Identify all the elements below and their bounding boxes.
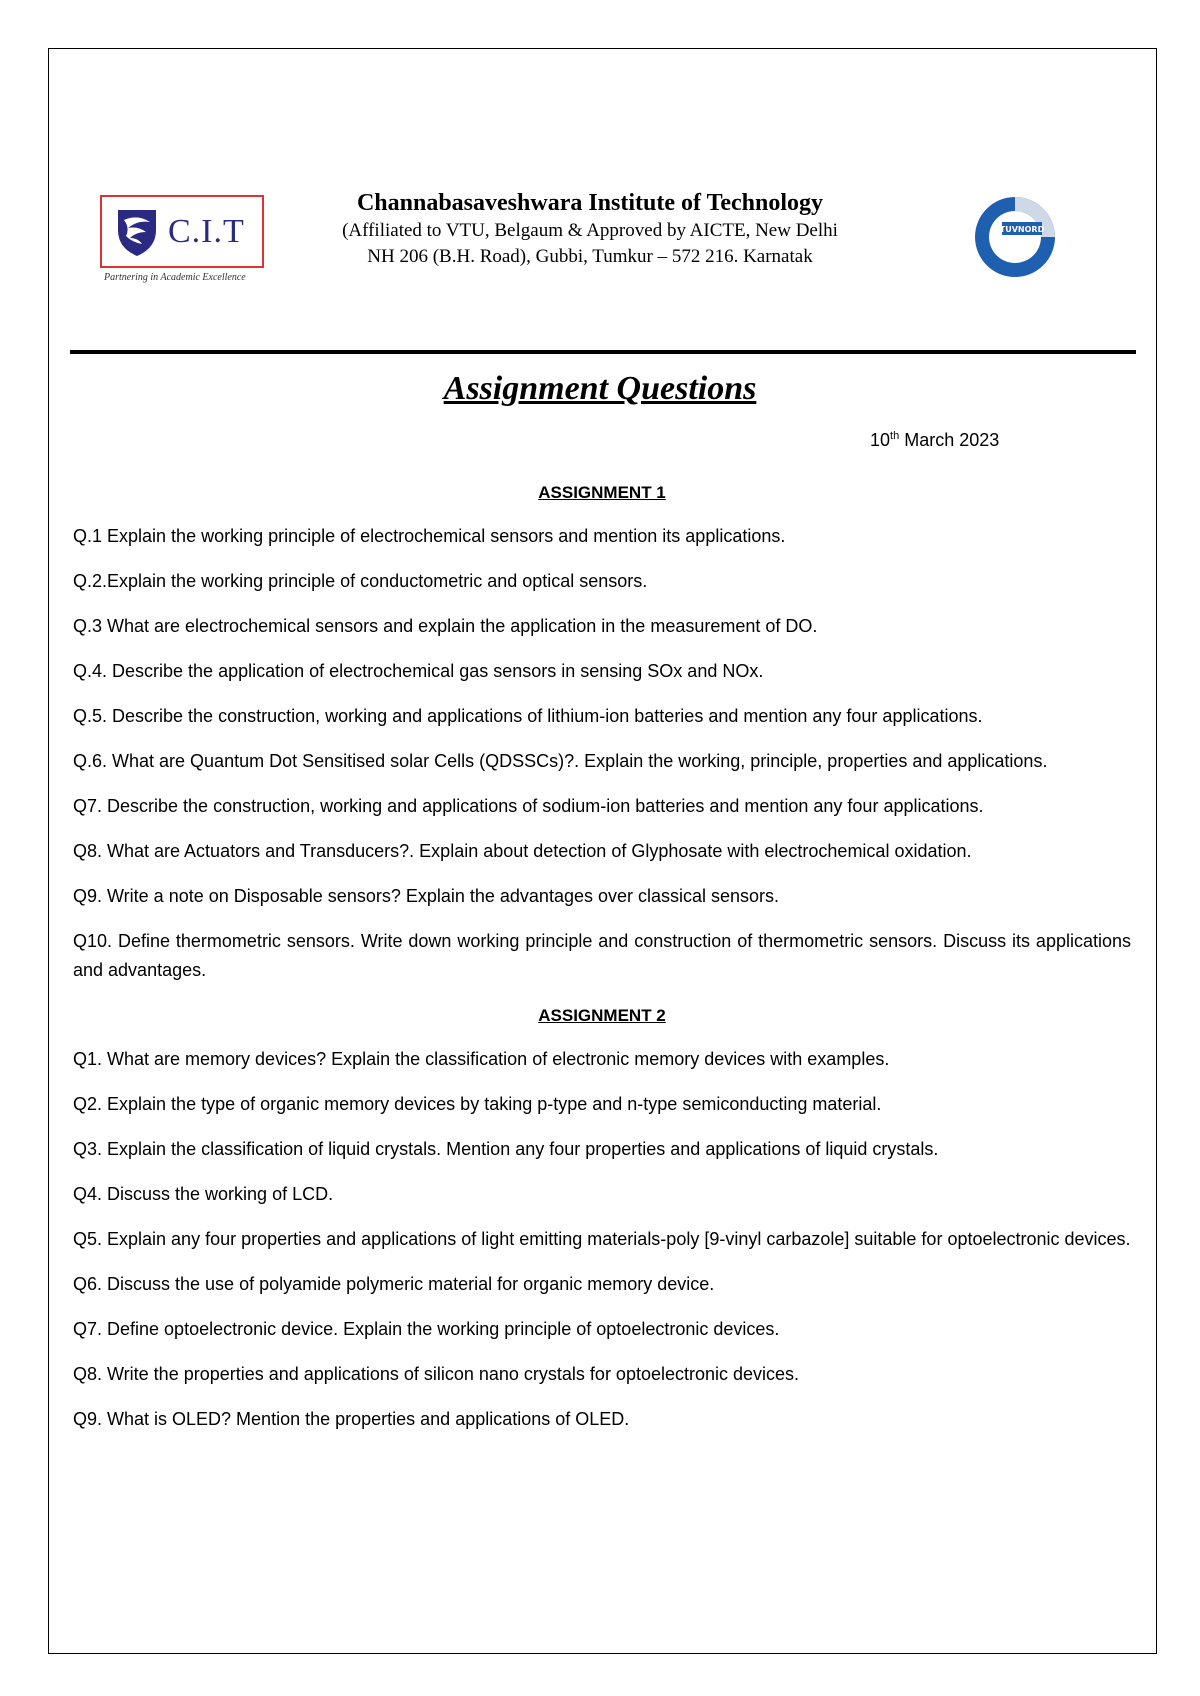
assignment-1-title: ASSIGNMENT 1 [538,483,666,502]
institute-name: Channabasaveshwara Institute of Technology [356,190,824,216]
assignment-1-question: Q7. Describe the construction, working and applications of sodium-ion batteries and mention any four applications. [73,796,984,816]
cit-logo-box [100,195,264,268]
assignment-1-question: Q8. What are Actuators and Transducers?. Explain about detection of Glyphosate with electrochemical oxidation. [73,841,972,861]
tuv-logo-text: TUVNORD [999,225,1045,234]
assignment-1-question: Q.3 What are electrochemical sensors and explain the application in the measurement of DO. [73,616,818,636]
assignment-1-question: Q.4. Describe the application of electrochemical gas sensors in sensing SOx and NOx. [73,661,764,681]
assignment-2-question: Q7. Define optoelectronic device. Explain the working principle of optoelectronic devices. [73,1319,780,1339]
assignment-1-question: Q.5. Describe the construction, working and applications of lithium-ion batteries and mention any four applications. [73,706,983,726]
shield-icon [114,206,160,258]
assignment-1-question: Q10. Define thermometric sensors. Write down working principle and construction of thermometric sensors. Discuss its applications and advantages. [73,931,1131,980]
assignment-1-question: Q.2.Explain the working principle of conductometric and optical sensors. [73,571,648,591]
cit-logo [100,195,268,291]
assignment-2-question: Q2. Explain the type of organic memory devices by taking p-type and n-type semiconducting material. [73,1094,882,1114]
document-date [870,430,999,451]
header-divider [70,350,1136,354]
certification-seal-icon [970,192,1060,282]
tuv-nord-logo [970,192,1060,282]
institute-address: NH 206 (B.H. Road), Gubbi, Tumkur – 572 216. Karnatak [367,246,813,267]
institute-affiliation: (Affiliated to VTU, Belgaum & Approved by AICTE, New Delhi [342,220,838,241]
institute-heading [250,188,930,270]
date-suffix: th [890,430,900,442]
cit-logo-text: C.I.T [168,212,245,250]
assignment-1-question: Q9. Write a note on Disposable sensors? Explain the advantages over classical sensors. [73,886,780,906]
assignment-2-question: Q4. Discuss the working of LCD. [73,1184,334,1204]
assignment-2-question: Q3. Explain the classification of liquid crystals. Mention any four properties and applications of liquid crystals. [73,1139,939,1159]
date-day: 10 [870,430,891,450]
cit-logo-tagline: Partnering in Academic Excellence [104,272,246,283]
document-header [70,180,1140,310]
assignment-2-question: Q9. What is OLED? Mention the properties and applications of OLED. [73,1409,630,1429]
date-month-year: March 2023 [899,430,1000,450]
assignment-content [73,478,1131,1450]
assignment-2-title: ASSIGNMENT 2 [538,1006,666,1025]
assignment-1-question: Q.1 Explain the working principle of electrochemical sensors and mention its applications. [73,526,786,546]
assignment-2-question: Q5. Explain any four properties and applications of light emitting materials-poly [9-vinyl carbazole] suitable for optoelectronic devices. [73,1229,1131,1249]
assignment-2-question: Q8. Write the properties and applications of silicon nano crystals for optoelectronic devices. [73,1364,800,1384]
assignment-2-question: Q6. Discuss the use of polyamide polymeric material for organic memory device. [73,1274,715,1294]
page-title: Assignment Questions [443,370,757,407]
assignment-2-question: Q1. What are memory devices? Explain the classification of electronic memory devices with examples. [73,1049,890,1069]
assignment-1-question: Q.6. What are Quantum Dot Sensitised solar Cells (QDSSCs)?. Explain the working, principle, properties and applications. [73,751,1048,771]
